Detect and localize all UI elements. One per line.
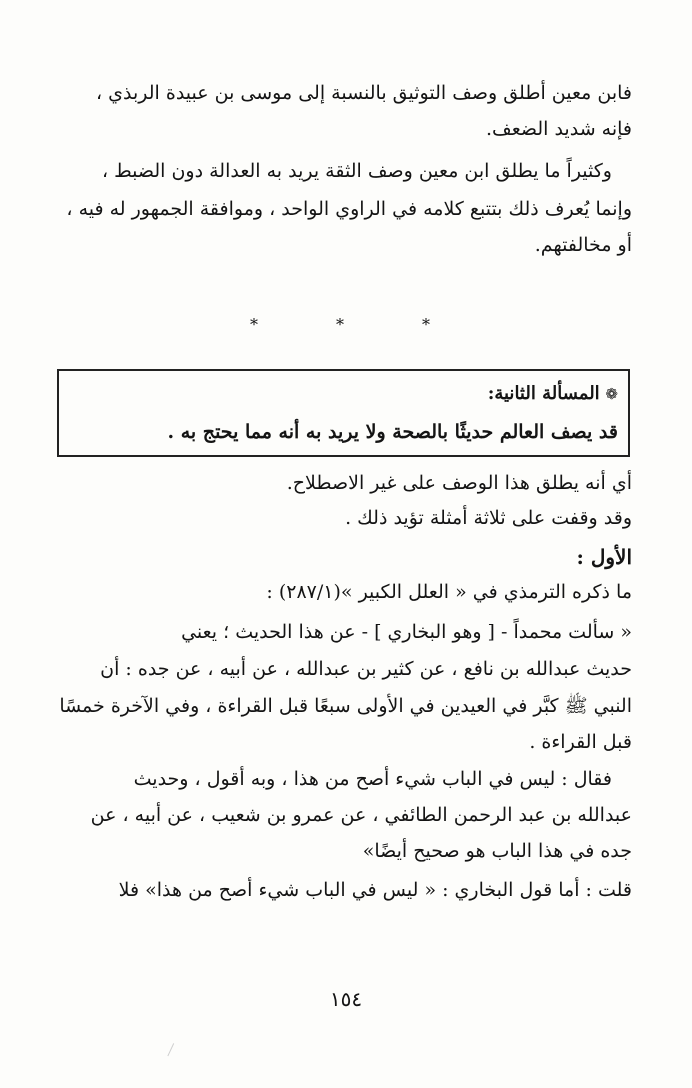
paragraph-2-line-2: وإنما يُعرف ذلك بتتبع كلامه في الراوي الواحد ، وموافقة الجمهور له فيه ، [66, 198, 632, 220]
quote-line-6: عبدالله بن عبد الرحمن الطائفي ، عن عمرو بن شعيب ، عن أبيه ، عن [90, 804, 632, 826]
issue-box [57, 369, 630, 457]
source-intro: ما ذكره الترمذي في « العلل الكبير »(٢٨٧/١) : [266, 581, 632, 603]
explanation-line-1: أي أنه يطلق هذا الوصف على غير الاصطلاح. [286, 472, 632, 494]
scan-mark [167, 1043, 179, 1059]
section-separator [0, 315, 692, 335]
quote-line-4: قبل القراءة . [529, 731, 632, 753]
separator-star: * [250, 315, 258, 334]
separator-star: * [336, 315, 344, 334]
paragraph-2-line-3: أو مخالفتهم. [534, 234, 632, 256]
paragraph-2-line-1: وكثيراً ما يطلق ابن معين وصف الثقة يريد به العدالة دون الضبط ، [101, 160, 612, 182]
quote-line-1: « سألت محمداً - [ وهو البخاري ] - عن هذا الحديث ؛ يعني [181, 621, 632, 643]
closing-line: قلت : أما قول البخاري : « ليس في الباب شيء أصح من هذا» فلا [118, 879, 632, 901]
quote-line-7: جده في هذا الباب هو صحيح أيضًا» [362, 840, 632, 862]
first-example-heading: الأول : [576, 545, 632, 569]
paragraph-1-line-1: فابن معين أطلق وصف التوثيق بالنسبة إلى موسى بن عبيدة الربذي ، [95, 82, 632, 104]
issue-heading: المسألة الثانية: [487, 383, 600, 404]
separator-star: * [422, 315, 430, 334]
quote-line-2: حديث عبدالله بن نافع ، عن كثير بن عبدالله ، عن أبيه ، عن جده : أن [100, 658, 632, 680]
issue-heading-row [69, 383, 618, 404]
flower-icon: ❁ [605, 385, 618, 403]
quote-line-5: فقال : ليس في الباب شيء أصح من هذا ، وبه أقول ، وحديث [133, 768, 612, 790]
paragraph-1-line-2: فإنه شديد الضعف. [486, 118, 632, 140]
quote-line-3: النبي ﷺ كبَّر في العيدين في الأولى سبعًا قبل القراءة ، وفي الآخرة خمسًا [59, 695, 632, 717]
page-number: ١٥٤ [329, 987, 363, 1011]
explanation-line-2: وقد وقفت على ثلاثة أمثلة تؤيد ذلك . [345, 507, 632, 529]
issue-statement: قد يصف العالم حديثًا بالصحة ولا يريد به أنه مما يحتج به . [167, 421, 618, 443]
